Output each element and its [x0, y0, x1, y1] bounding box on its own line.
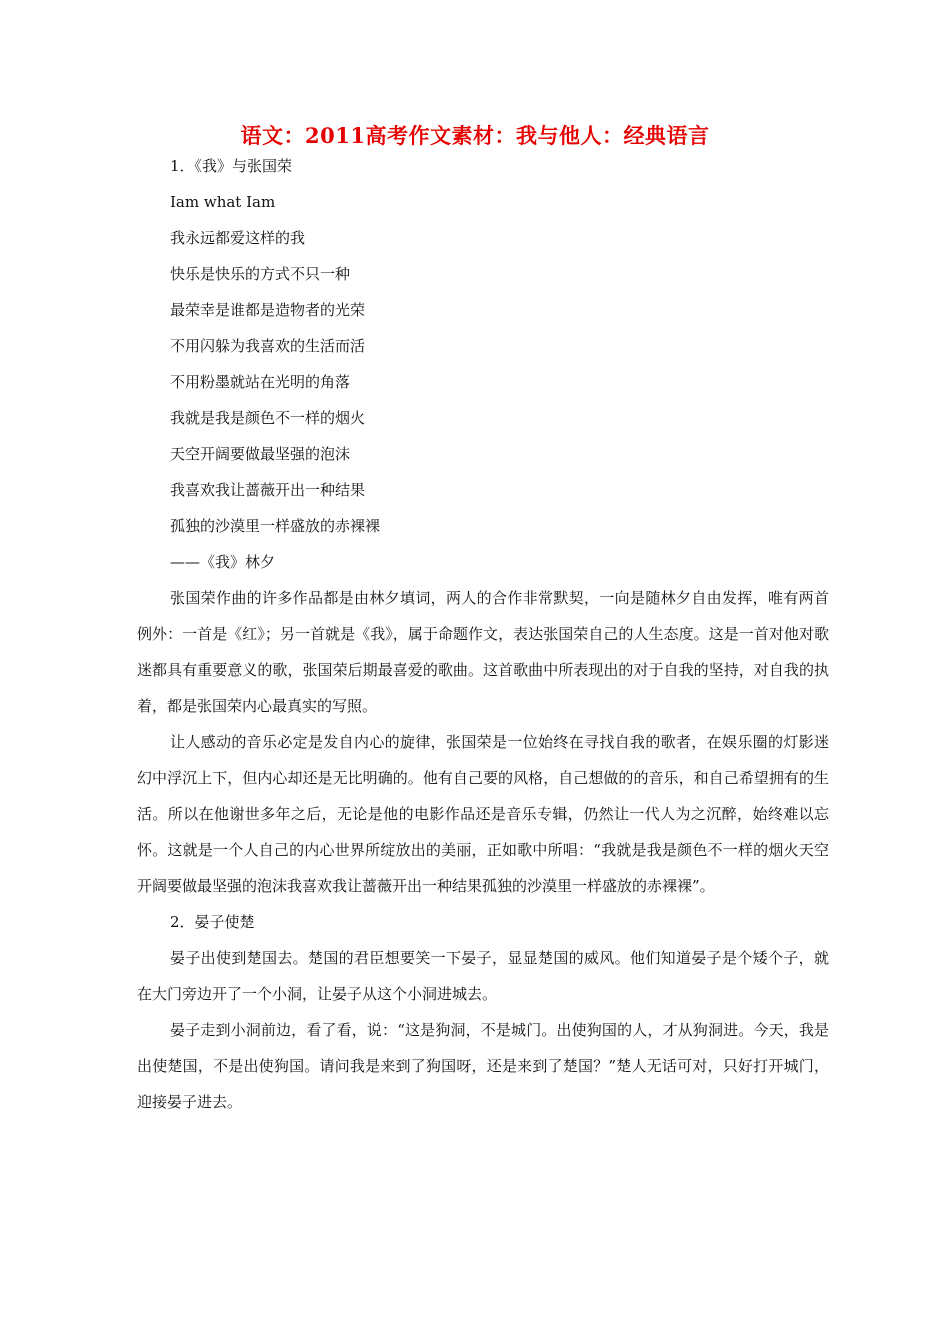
document-body [137, 148, 829, 1120]
lyric-line: 我永远都爱这样的我 [170, 229, 306, 247]
section-heading: 1．《我》与张国荣 [170, 157, 293, 175]
lyric-line: 孤独的沙漠里一样盛放的赤裸裸 [170, 517, 381, 535]
document-title: 语文：2011高考作文素材：我与他人：经典语言 [240, 123, 710, 148]
lyrics-block [137, 184, 829, 544]
body-paragraph: 让人感动的音乐必定是发自内心的旋律，张国荣是一位始终在寻找自我的歌者，在娱乐圈的灯影迷幻中浮沉上下，但内心却还是无比明确的。他有自己要的风格，自己想做的的音乐，和自己希望拥有的生活。所以在他谢世多年之后，无论是他的电影作品还是音乐专辑，仍然让一代人为之沉醉，始终难以忘怀。这就是一个人自己的内心世界所绽放出的美丽，正如歌中所唱：“我就是我是颜色不一样的烟火天空开阔要做最坚强的泡沫我喜欢我让蔷薇开出一种结果孤独的沙漠里一样盛放的赤裸裸”。 [137, 733, 829, 895]
lyric-line: Iam what Iam [170, 193, 276, 211]
lyric-line: 我喜欢我让蔷薇开出一种结果 [170, 481, 366, 499]
lyric-line: 快乐是快乐的方式不只一种 [170, 265, 351, 283]
body-paragraph: 晏子走到小洞前边，看了看，说：“这是狗洞，不是城门。出使狗国的人，才从狗洞进。今天，我是出使楚国，不是出使狗国。请问我是来到了狗国呀，还是来到了楚国？”楚人无话可对，只好打开城门，迎接晏子进去。 [137, 1021, 829, 1111]
lyric-line: 最荣幸是谁都是造物者的光荣 [170, 301, 366, 319]
lyric-line: 天空开阔要做最坚强的泡沫 [170, 445, 351, 463]
body-paragraph: 张国荣作曲的许多作品都是由林夕填词，两人的合作非常默契，一向是随林夕自由发挥，唯有两首例外：一首是《红》；另一首就是《我》，属于命题作文，表达张国荣自己的人生态度。这是一首对他对歌迷都具有重要意义的歌，张国荣后期最喜爱的歌曲。这首歌曲中所表现出的对于自我的坚持，对自我的执着，都是张国荣内心最真实的写照。 [137, 589, 829, 715]
lyric-line: 不用闪躲为我喜欢的生活而活 [170, 337, 366, 355]
lyric-line: 不用粉墨就站在光明的角落 [170, 373, 351, 391]
body-paragraph: 晏子出使到楚国去。楚国的君臣想要笑一下晏子，显显楚国的威风。他们知道晏子是个矮个子，就在大门旁边开了一个小洞，让晏子从这个小洞进城去。 [137, 949, 829, 1003]
lyric-line: 我就是我是颜色不一样的烟火 [170, 409, 366, 427]
lyrics-attribution: ——《我》林夕 [170, 553, 276, 571]
section-heading: 2．晏子使楚 [170, 913, 255, 931]
